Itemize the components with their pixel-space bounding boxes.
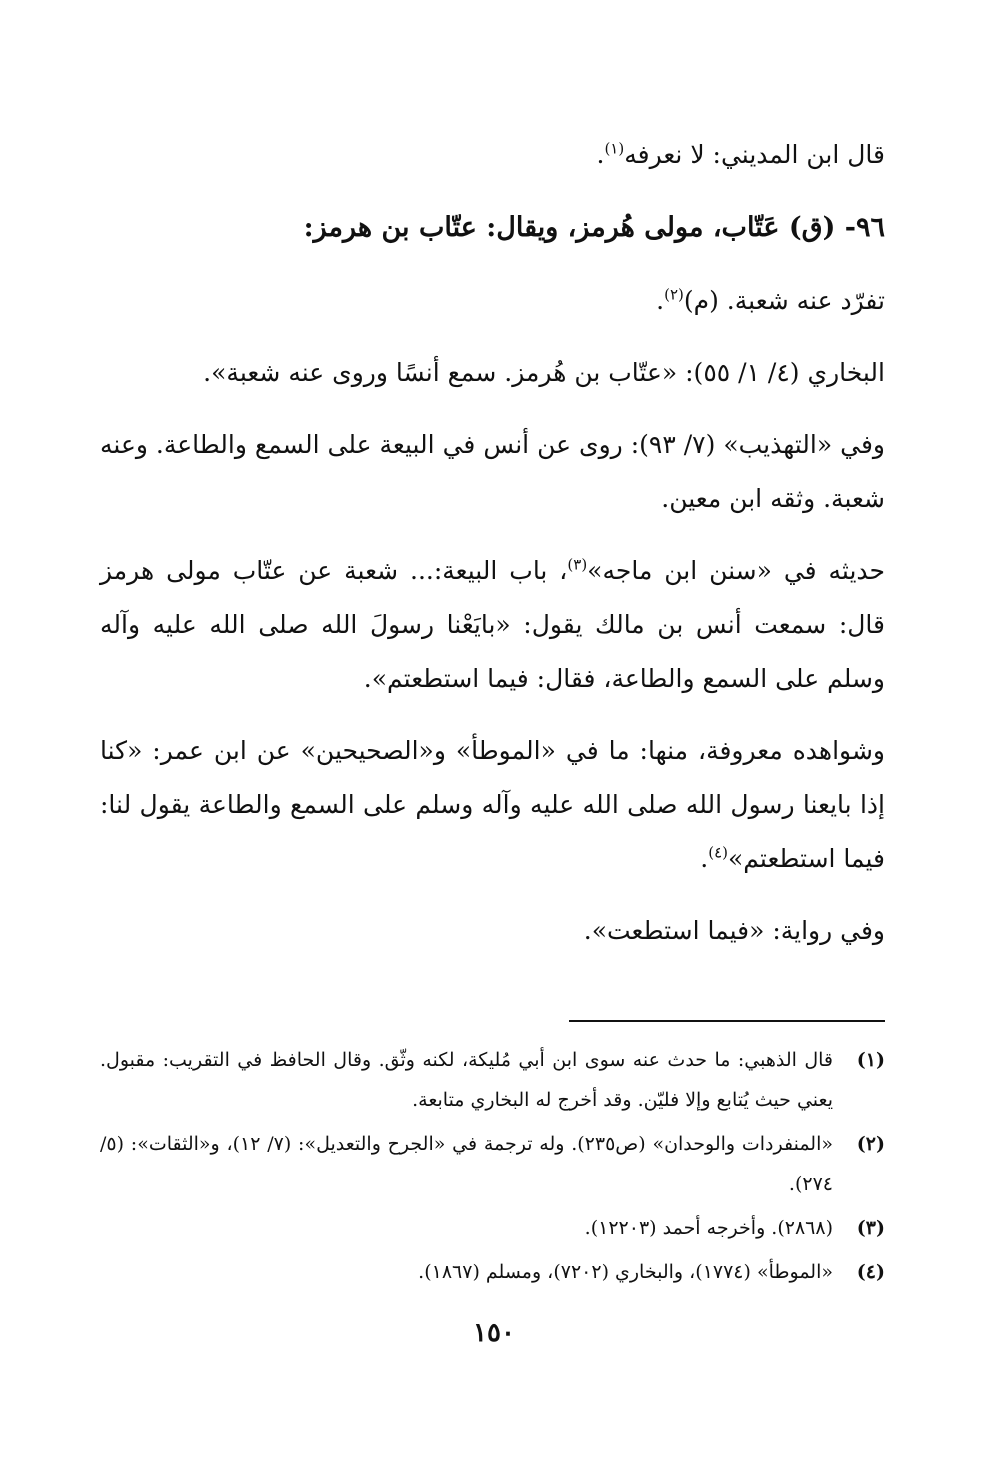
paragraph-tafarrud [100, 274, 885, 328]
footnote-text: «المنفردات والوحدان» (ص٢٣٥). وله ترجمة في «الجرح والتعديل»: (٧/ ١٢)، و«الثقات»: (٥/ ٢٧٤). [100, 1133, 833, 1195]
text-line: وفي رواية: «فيما استطعت». [583, 916, 885, 945]
text-block: وفي «التهذيب» (٧/ ٩٣): روى عن أنس في البيعة على السمع والطاعة. وعنه شعبة. وثقه ابن معين. [100, 430, 886, 513]
footnote-text: قال الذهبي: ما حدث عنه سوى ابن أبي مُليكة، لكنه وثّق. وقال الحافظ في التقريب: مقبول. يعني حيث يُتابع وإلا فليّن. وقد أخرج له البخاري متابعة. [100, 1049, 833, 1111]
entry-title: (ق) عَتّاب، مولى هُرمز، ويقال: عتّاب بن هرمز: [303, 212, 836, 243]
footnotes [100, 1040, 885, 1296]
text-line-end: . [656, 286, 665, 315]
paragraph-ibn-majah [100, 544, 885, 706]
entry-number: ٩٦- [844, 212, 885, 243]
text-line: تفرّد عنه شعبة. (م) [683, 286, 885, 315]
footnote-ref-4[interactable]: (٤) [708, 843, 728, 862]
text-line: قال ابن المديني: لا نعرفه [624, 140, 885, 169]
paragraph-tahdhib [100, 418, 885, 526]
footnote-4 [100, 1252, 885, 1292]
paragraph-riwaya [100, 904, 885, 958]
page-number: ١٥٠ [473, 1318, 515, 1348]
paragraph-ibn-al-madini [100, 128, 885, 182]
footnote-1 [100, 1040, 885, 1120]
footnote-text: «الموطأ» (١٧٧٤)، والبخاري (٧٢٠٢)، ومسلم (١٨٦٧). [418, 1261, 833, 1283]
footnote-number: (٤) [856, 1261, 885, 1283]
paragraph-bukhari [100, 346, 885, 400]
footnote-number: (٣) [856, 1217, 885, 1239]
footnote-2 [100, 1124, 885, 1204]
paragraph-shawahid [100, 724, 885, 886]
text-line: البخاري (٤/ ١/ ٥٥): «عتّاب بن هُرمز. سمع أنسًا وروى عنه شعبة». [203, 358, 885, 387]
text-block: حديثه في «سنن ابن ماجه» [587, 556, 885, 585]
footnote-number: (١) [856, 1049, 885, 1071]
footnote-number: (٢) [856, 1133, 885, 1155]
text-line-end: . [596, 140, 605, 169]
text-line-end: . [700, 844, 709, 873]
footnote-3 [100, 1208, 885, 1248]
entry-heading [100, 200, 885, 256]
main-text [100, 128, 885, 976]
footnote-ref-3[interactable]: (٣) [567, 555, 588, 574]
footnote-ref-2[interactable]: (٢) [664, 285, 684, 304]
text-block: وشواهده معروفة، منها: ما في «الموطأ» و«الصحيحين» عن ابن عمر: «كنا إذا بايعنا رسول الله صلى الله عليه وآله وسلم على السمع والطاعة يقول لنا: فيما استطعتم» [100, 736, 885, 873]
footnote-ref-1[interactable]: (١) [604, 139, 625, 158]
footnote-separator [569, 1020, 885, 1022]
text-block: ، باب البيعة:... شعبة عن عتّاب مولى هرمز قال: سمعت أنس بن مالك يقول: «بايَعْنا رسولَ الله صلى الله عليه وآله وسلم على السمع والطاعة، فقال: فيما استطعتم». [100, 556, 885, 693]
footnote-text: (٢٨٦٨). وأخرجه أحمد (١٢٢٠٣). [584, 1217, 833, 1239]
